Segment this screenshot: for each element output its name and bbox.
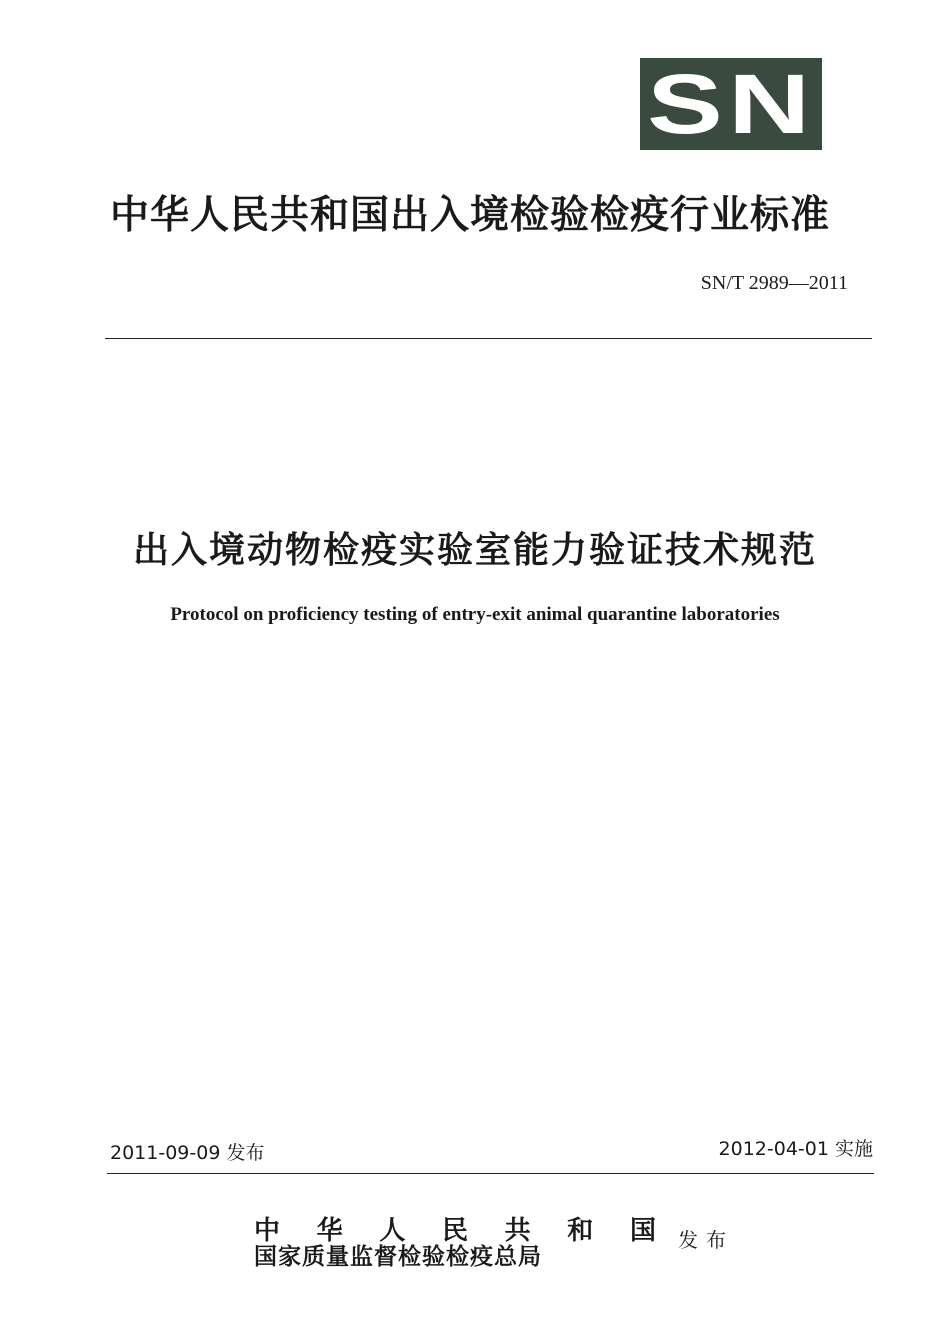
publisher-char: 和 [567,1216,594,1246]
document-title-english: Protocol on proficiency testing of entry-exit animal quarantine laboratories [170,604,780,625]
industry-standard-heading: 中华人民共和国出入境检验检疫行业标准 [110,193,831,238]
sn-logo: SN [640,58,822,150]
standard-code: SN/T 2989—2011 [700,272,848,294]
publisher-line-2: 国家质量监督检验检疫总局 [254,1243,542,1270]
document-title-chinese: 出入境动物检疫实验室能力验证技术规范 [132,530,817,571]
issue-date: 2011-09-09 发布 [110,1142,265,1164]
publisher-char: 中 [254,1216,281,1246]
publisher-char: 民 [441,1216,468,1246]
publisher-char: 华 [316,1216,343,1246]
publisher-char: 人 [379,1216,406,1246]
bottom-divider [107,1173,874,1174]
publisher-char: 共 [504,1216,531,1246]
top-divider [105,338,872,339]
implementation-date: 2012-04-01 实施 [718,1138,873,1160]
publish-action: 发布 [678,1228,734,1252]
publisher-char: 国 [629,1216,656,1246]
